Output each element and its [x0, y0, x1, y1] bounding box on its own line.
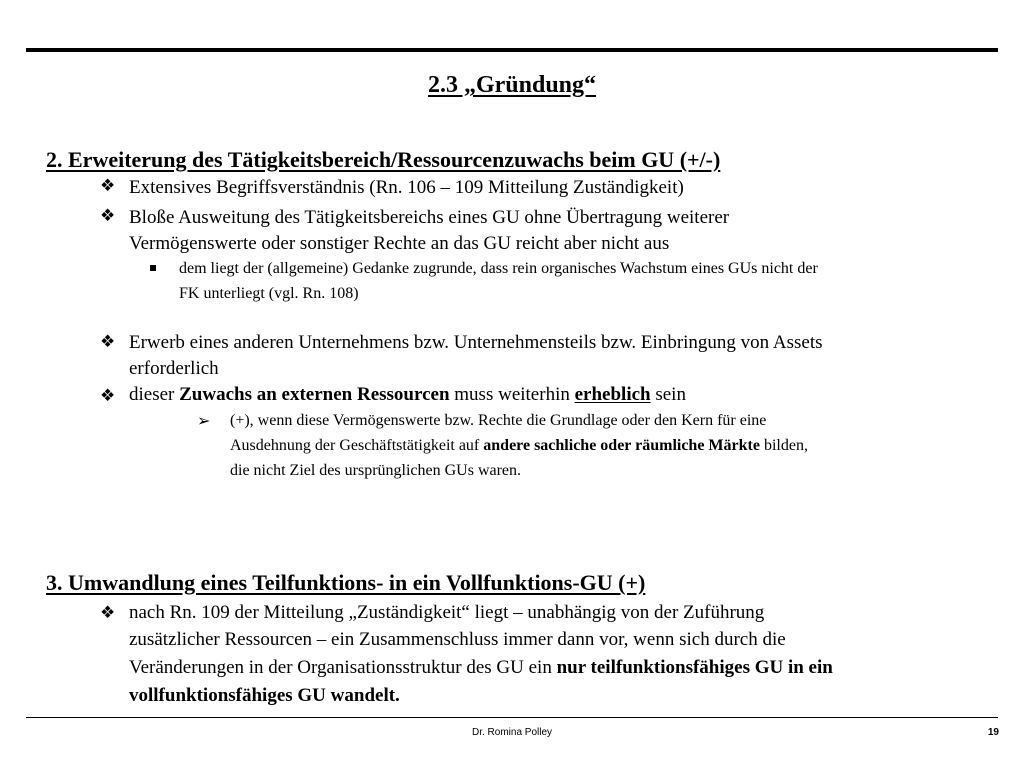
diamond-bullet-icon: ❖ [100, 603, 116, 622]
section-3-bold-b: vollfunktionsfähiges GU wandelt. [129, 685, 400, 706]
bullet-4-emphasis: erheblich [574, 384, 651, 405]
section-2-bullet-2-line-2: Vermögenswerte oder sonstiger Rechte an das GU reicht aber nicht aus [129, 233, 670, 254]
top-rule [26, 48, 998, 52]
bullet-4-text-b: muss weiterhin [449, 384, 575, 405]
section-2-sub-2-line-3: die nicht Ziel des ursprünglichen GUs waren. [230, 462, 522, 479]
page-number: 19 [987, 727, 999, 738]
section-2-sub-2-line-2 [230, 433, 808, 458]
footer-author: Dr. Romina Polley [471, 727, 553, 738]
diamond-bullet-icon: ❖ [100, 332, 116, 351]
section-3-bullet-1-line-3 [129, 655, 833, 681]
section-2-sub-1-line-2: FK unterliegt (vgl. Rn. 108) [179, 285, 359, 302]
section-2-sub-2-line-1: (+), wenn diese Vermögenswerte bzw. Rechte die Grundlage oder den Kern für eine [230, 412, 767, 429]
section-3-text-a: Veränderungen in der Organisationsstruktur des GU ein [129, 657, 557, 678]
section-2-bullet-4 [129, 382, 686, 408]
section-2-heading: 2. Erweiterung des Tätigkeitsbereich/Ressourcenzuwachs beim GU (+/-) [46, 147, 721, 172]
square-bullet-icon [150, 265, 156, 271]
sub-2-bold-phrase: andere sachliche oder räumliche Märkte [483, 437, 760, 454]
arrow-bullet-icon: ➢ [197, 411, 211, 430]
section-2-bullet-2-line-1: Bloße Ausweitung des Tätigkeitsbereichs eines GU ohne Übertragung weiterer [129, 207, 730, 228]
bottom-rule [26, 717, 998, 718]
sub-2-text-a: Ausdehnung der Geschäftstätigkeit auf [230, 437, 484, 454]
section-2-bullet-3-line-2: erforderlich [129, 358, 219, 379]
bullet-4-bold-phrase: Zuwachs an externen Ressourcen [179, 384, 450, 405]
section-3-bullet-1-line-2: zusätzlicher Ressourcen – ein Zusammenschluss immer dann vor, wenn sich durch die [129, 629, 786, 650]
section-2-bullet-3-line-1: Erwerb eines anderen Unternehmens bzw. Unternehmensteils bzw. Einbringung von Assets [129, 332, 823, 353]
bullet-4-text-a: dieser [129, 384, 180, 405]
slide-title: 2.3 „Gründung“ [427, 72, 597, 98]
section-3-heading: 3. Umwandlung eines Teilfunktions- in ein Vollfunktions-GU (+) [46, 570, 646, 595]
section-3-bullet-1-line-1: nach Rn. 109 der Mitteilung „Zuständigkeit“ liegt – unabhängig von der Zuführung [129, 602, 765, 623]
section-2-sub-1-line-1: dem liegt der (allgemeine) Gedanke zugrunde, dass rein organisches Wachstum eines GUs nicht der [179, 260, 818, 277]
diamond-bullet-icon: ❖ [100, 176, 116, 195]
diamond-bullet-icon: ❖ [100, 386, 116, 405]
section-3-bold-a: nur teilfunktionsfähiges GU in ein [556, 657, 833, 678]
diamond-bullet-icon: ❖ [100, 206, 116, 225]
sub-2-text-b: bilden, [759, 437, 808, 454]
bullet-4-text-c: sein [650, 384, 686, 405]
section-3-bullet-1-line-4 [129, 683, 400, 709]
section-2-bullet-1: Extensives Begriffsverständnis (Rn. 106 – 109 Mitteilung Zuständigkeit) [129, 177, 684, 198]
